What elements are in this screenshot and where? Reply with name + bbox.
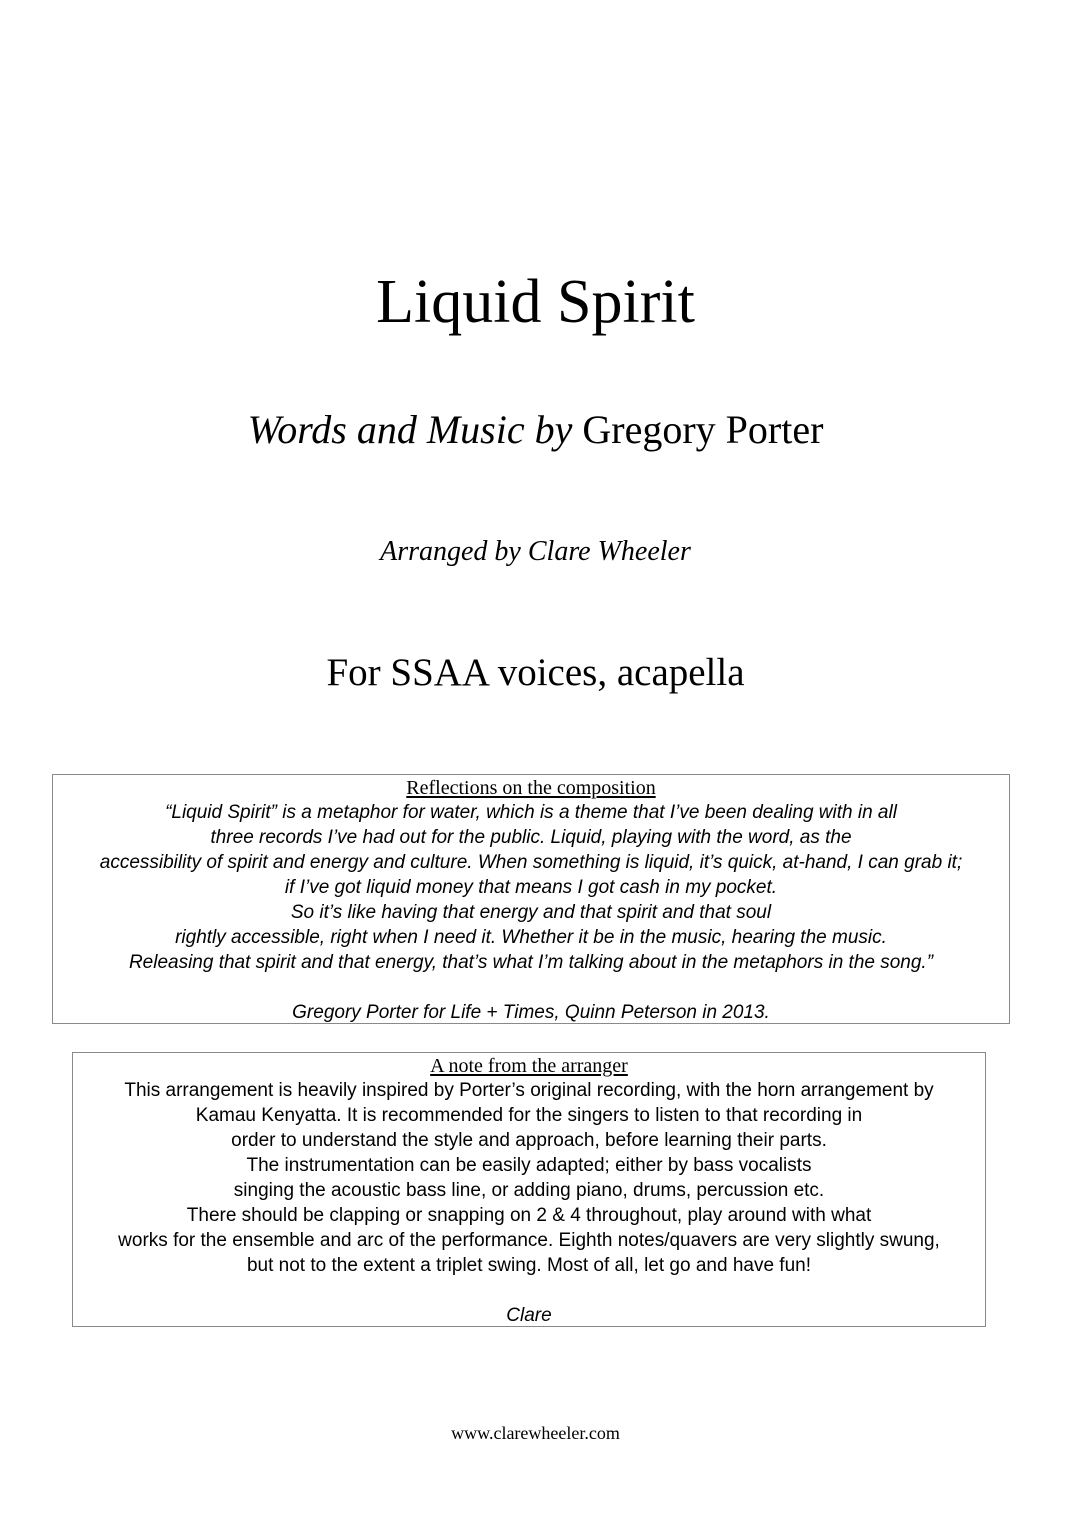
reflections-line: accessibility of spirit and energy and culture. When something is liquid, it’s quick, at-hand, I can grab it;: [99, 852, 963, 873]
reflections-line: three records I’ve had out for the public. Liquid, playing with the word, as the: [210, 827, 852, 848]
arranger-credit: Arranged by Clare Wheeler: [380, 536, 691, 567]
credit-prefix: Words and Music by: [247, 407, 573, 452]
arranger-note-line: but not to the extent a triplet swing. Most of all, let go and have fun!: [246, 1255, 811, 1276]
voicing-line: For SSAA voices, acapella: [326, 651, 745, 694]
arranger-note-line: This arrangement is heavily inspired by Porter’s original recording, with the horn arrangement by: [124, 1080, 934, 1101]
spacer: [73, 1278, 985, 1303]
reflections-line: Releasing that spirit and that energy, that’s what I’m talking about in the metaphors in the song.”: [128, 952, 934, 973]
page-title: Liquid Spirit: [376, 268, 695, 336]
reflections-line: if I’ve got liquid money that means I got cash in my pocket.: [284, 877, 778, 898]
arranger-note-line: works for the ensemble and arc of the performance. Eighth notes/quavers are very slightly swung,: [118, 1230, 940, 1251]
arranger-signature: Clare: [506, 1305, 552, 1326]
reflections-heading: Reflections on the composition: [406, 777, 656, 799]
reflections-line: rightly accessible, right when I need it. Whether it be in the music, hearing the music.: [175, 927, 887, 948]
composer-credit: [0, 404, 1071, 456]
arranger-note-line: singing the acoustic bass line, or adding piano, drums, percussion etc.: [233, 1180, 825, 1201]
website-link[interactable]: www.clarewheeler.com: [451, 1423, 620, 1443]
reflections-line: So it’s like having that energy and that spirit and that soul: [290, 902, 772, 923]
composer-name: Gregory Porter: [582, 407, 824, 452]
reflections-line: “Liquid Spirit” is a metaphor for water, which is a theme that I’ve been dealing with in all: [165, 802, 897, 823]
reflections-box: [52, 774, 1010, 1024]
arranger-note-line: order to understand the style and approach, before learning their parts.: [231, 1130, 827, 1151]
arranger-note-box: [72, 1052, 986, 1327]
spacer: [53, 975, 1009, 1000]
arranger-note-line: There should be clapping or snapping on 2 & 4 throughout, play around with what: [186, 1205, 872, 1226]
arranger-note-line: The instrumentation can be easily adapted; either by bass vocalists: [246, 1155, 812, 1176]
arranger-note-heading: A note from the arranger: [430, 1055, 628, 1077]
arranger-note-line: Kamau Kenyatta. It is recommended for the singers to listen to that recording in: [195, 1105, 863, 1126]
reflections-attribution: Gregory Porter for Life + Times, Quinn Peterson in 2013.: [292, 1002, 770, 1023]
